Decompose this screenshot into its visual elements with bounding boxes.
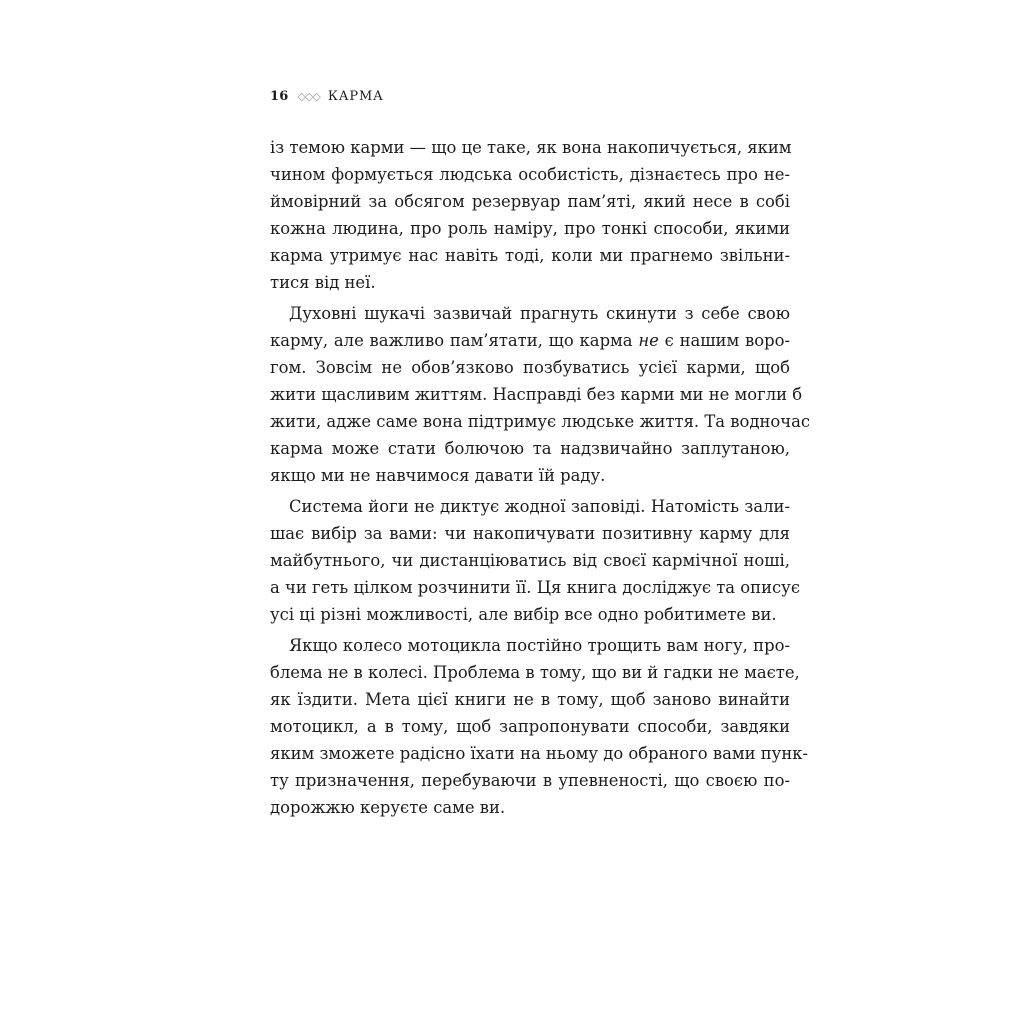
text-line: як їздити. Мета цієї книги не в тому, щоб заново винайти — [270, 690, 790, 709]
text-line: ту призначення, перебуваючи в упевненості, що своєю по- — [270, 771, 790, 790]
text-line: жити, адже саме вона підтримує людське життя. Та водночас — [270, 412, 811, 431]
text-segment: карму, але важливо пам’ятати, що карма — [270, 331, 633, 350]
text-line: Система йоги не диктує жодної заповіді. Натомість зали- — [289, 497, 790, 516]
text-line: ймовірний за обсягом резервуар пам’яті, який несе в собі — [270, 192, 790, 211]
text-line-with-emphasis — [270, 327, 790, 354]
text-line: жити щасливим життям. Насправді без карми ми не могли б — [270, 385, 803, 404]
text-line: карма утримує нас навіть тоді, коли ми прагнемо звільни- — [270, 246, 790, 265]
body-text — [270, 134, 811, 821]
page-number: 16 — [270, 89, 289, 104]
text-line: Духовні шукачі зазвичай прагнуть скинути з себе свою — [289, 304, 790, 323]
text-line: а чи геть цілком розчинити її. Ця книга досліджує та описує — [270, 578, 800, 597]
diamond-ornament-icon: ◇◇◇ — [297, 90, 320, 103]
text-line: майбутнього, чи дистанціюватись від своєї кармічної ноші, — [270, 551, 790, 570]
paragraph-4 — [270, 632, 809, 821]
text-line: кожна людина, про роль наміру, про тонкі способи, якими — [270, 219, 790, 238]
text-line: блема не в колесі. Проблема в тому, що ви й гадки не маєте, — [270, 663, 800, 682]
emphasis-word: не — [638, 331, 659, 350]
running-head — [270, 87, 384, 107]
running-title: КАРМА — [327, 89, 384, 104]
text-segment: є нашим воро- — [664, 331, 790, 350]
text-line: чином формується людська особистість, дізнаєтесь про не- — [270, 165, 790, 184]
text-line: яким зможете радісно їхати на ньому до обраного вами пунк- — [270, 744, 809, 763]
text-line: мотоцикл, а в тому, щоб запропонувати способи, завдяки — [270, 717, 790, 736]
text-line: усі ці різні можливості, але вибір все одно робитимете ви. — [270, 605, 777, 624]
paragraph-1 — [270, 134, 790, 296]
text-line: із темою карми — що це таке, як вона накопичується, яким — [270, 138, 792, 157]
text-line: шає вибір за вами: чи накопичувати позитивну карму для — [270, 524, 790, 543]
text-line: карма може стати болючою та надзвичайно заплутаною, — [270, 439, 790, 458]
text-line: тися від неї. — [270, 273, 376, 292]
text-line: Якщо колесо мотоцикла постійно трощить вам ногу, про- — [289, 636, 790, 655]
text-line: гом. Зовсім не обов’язково позбуватись усієї карми, щоб — [270, 358, 790, 377]
paragraph-3 — [270, 493, 800, 628]
paragraph-2 — [270, 300, 811, 489]
text-line: якщо ми не навчимося давати їй раду. — [270, 466, 606, 485]
text-line: дорожжю керуєте саме ви. — [270, 798, 506, 817]
